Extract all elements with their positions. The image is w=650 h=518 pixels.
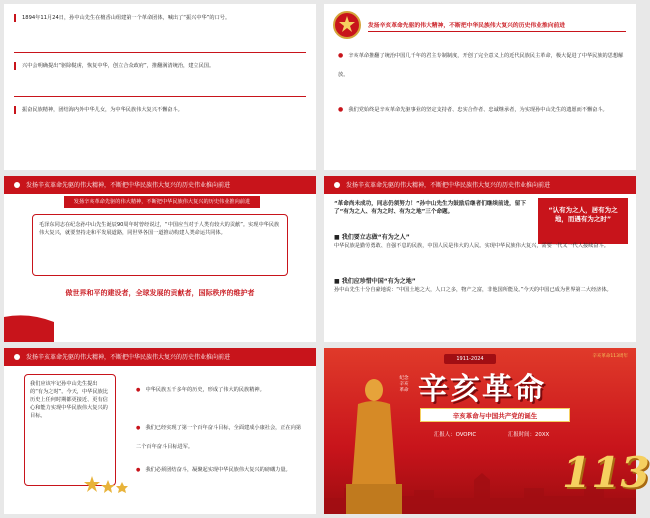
s1-p3: 振奋民族精神，团结海内外中华儿女，为中华民族伟大复兴不懈奋斗。 — [22, 107, 183, 113]
header-bar — [324, 176, 636, 194]
s4-text-2: 孙中山先生十分自豪地说：“中国土地之大，人口之多，物产之富，非他国所能及。”今天的中国已成为世界第二大经济体。 — [334, 287, 612, 293]
dot-icon — [334, 182, 340, 188]
header-text: 发扬辛亥革命先驱的伟大精神，不断把中华民族伟大复兴的历史伟业推向前进 — [26, 354, 231, 361]
divider — [14, 52, 306, 53]
highlight: 做世界和平的建设者，全球发展的贡献者，国际秩序的维护者 — [65, 289, 255, 297]
s4-heading-1: ■ 我们要立志做“有为之人” — [334, 234, 410, 241]
main-title: 辛亥革命 — [418, 372, 546, 407]
stamp: 纪念辛亥革命 — [399, 376, 409, 393]
corner-text: 辛亥革命113周年 — [592, 354, 628, 359]
bullet-icon: ● — [136, 467, 141, 473]
s2-p2-text: 我们党始终是辛亥革命先驱事业的坚定支持者、忠实合作者、忠诚继承者，为实现孙中山先生的遗愿而不懈奋斗。 — [348, 107, 608, 113]
header-text: 发扬辛亥革命先驱的伟大精神，不断把中华民族伟大复兴的历史伟业推向前进 — [26, 182, 231, 189]
slide-3[interactable] — [4, 176, 316, 342]
s1-p2: 兴中会明确提出“驱除鞑虏，恢复中华，创立合众政府”，推翻满清统治，建立民国。 — [22, 63, 215, 69]
banner: 发扬辛亥革命先驱的伟大精神，不断把中华民族伟大复兴的历史伟业推向前进 — [64, 196, 260, 208]
s1-p1: 1894年11月24日，孙中山先生在檀香山组建第一个革命团体，喊出了“振兴中华”的口号。 — [22, 15, 231, 21]
bullet-icon: ● — [136, 387, 141, 393]
header-text: 发扬辛亥革命先驱的伟大精神，不断把中华民族伟大复兴的历史伟业推向前进 — [346, 182, 551, 189]
slide-5[interactable] — [4, 348, 316, 514]
statue-icon — [342, 374, 406, 514]
divider — [368, 31, 626, 32]
section-1 — [14, 14, 306, 22]
s2-paragraph-1 — [338, 42, 628, 80]
stars-icon — [84, 474, 130, 498]
dot-icon — [14, 354, 20, 360]
s5-bullet-1 — [136, 376, 306, 395]
number-113: 113 — [562, 448, 650, 497]
header-bar — [4, 176, 316, 194]
s3-body: 毛泽东同志在纪念孙中山先生诞辰90周年时曾经说过，“中国应当对于人类有较大的贡献”。实现中华民族伟大复兴，就要坚持走和平发展道路，同世界各国一道推动构建人类命运共同体。 — [39, 222, 280, 236]
slide-6-cover[interactable] — [324, 348, 650, 514]
years: 1911-2024 — [444, 354, 496, 364]
quote-box: “认有为之人，居有为之地，而遇有为之时” — [538, 198, 628, 244]
s2-paragraph-2 — [338, 96, 628, 115]
slide-1[interactable] — [4, 4, 316, 170]
emblem-icon — [332, 10, 362, 40]
flag-icon — [4, 312, 54, 342]
bullet-icon: ● — [338, 52, 344, 59]
s4-heading-2: ■ 我们应珍惜中国“有为之地” — [334, 278, 416, 285]
s5-bullet-3 — [136, 456, 306, 475]
s5-left-text: 我们应该牢记孙中山先生提出的“有为之时”。今天，中华民族比历史上任何时期都更接近、更有信心和能力实现中华民族伟大复兴的目标。 — [30, 381, 109, 419]
s5-b1-text: 中华民族五千多年的历史，形成了伟大的民族精神。 — [145, 387, 265, 393]
report-time: 汇报时间：20XX — [508, 432, 550, 438]
header-bar — [4, 348, 316, 366]
bullet-icon: ● — [338, 106, 344, 113]
divider — [14, 96, 306, 97]
s5-b3-text: 我们必须团结奋斗，凝聚起实现中华民族伟大复兴的磅礴力量。 — [145, 467, 291, 473]
slide-4[interactable] — [324, 176, 636, 342]
s2-p1-text: 辛亥革命推翻了统治中国几千年的君主专制制度，开创了完全意义上的近代民族民主革命，极大促进了中华民族的思想解放。 — [338, 53, 624, 78]
s5-b2-text: 我们已经实现了第一个百年奋斗目标，全面建成小康社会，正在向第二个百年奋斗目标进军。 — [136, 425, 302, 450]
left-box — [24, 374, 116, 486]
bullet-icon: ● — [136, 425, 141, 431]
s5-bullet-2 — [136, 414, 306, 452]
section-3 — [14, 106, 306, 114]
s4-text-1: 中华民族是勤劳勇敢、自强不息的民族，中国人民是伟大的人民。实现中华民族伟大复兴，需要一代又一代人接续奋斗。 — [334, 243, 609, 249]
subtitle-bar: 辛亥革命与中国共产党的诞生 — [420, 408, 570, 422]
dot-icon — [14, 182, 20, 188]
reporter: 汇报人：OVOPIC — [434, 432, 477, 438]
s4-quote: “革命尚未成功，同志仍须努力！”孙中山先生为鼓励后继者们继续前进，留下了“有为之人、有为之时、有为之地”三个命题。 — [334, 201, 526, 215]
section-2 — [14, 62, 306, 70]
s2-title: 发扬辛亥革命先驱的伟大精神，不断把中华民族伟大复兴的历史伟业推向前进 — [368, 23, 566, 29]
slide-2[interactable] — [324, 4, 636, 170]
content-box — [32, 214, 288, 276]
